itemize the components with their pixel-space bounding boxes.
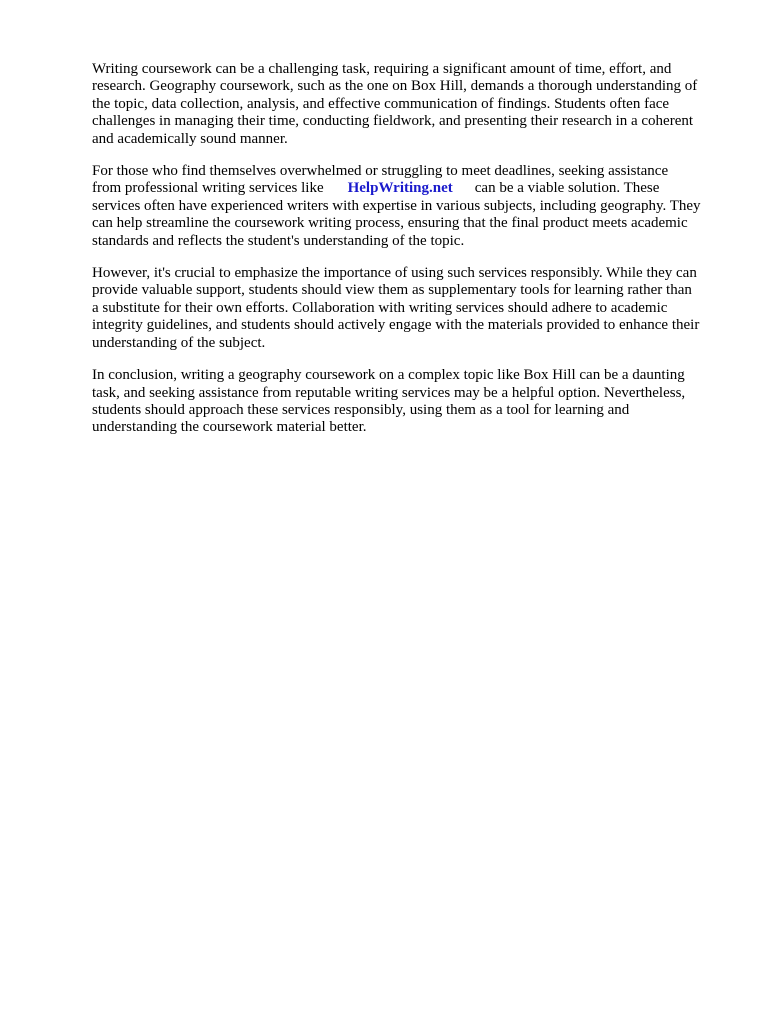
text-line: understanding the coursework material better. [92, 419, 367, 436]
document-body [92, 61, 724, 452]
text-line: task, and seeking assistance from reputable writing services may be a helpful option. Nevertheless, [92, 384, 686, 401]
text-line: For those who find themselves overwhelmed or struggling to meet deadlines, seeking assistance [92, 163, 669, 180]
text-line: students should approach these services responsibly, using them as a tool for learning and [92, 401, 630, 418]
helpwriting-link[interactable]: HelpWriting.net [347, 180, 453, 197]
text-line: can help streamline the coursework writing process, ensuring that the final product meets academic [92, 215, 688, 232]
text-line: challenges in managing their time, conducting fieldwork, and presenting their research in a coherent [92, 113, 694, 130]
text-line-with-link [92, 180, 724, 197]
text-after-link: can be a viable solution. These [474, 180, 660, 197]
text-line: standards and reflects the student's understanding of the topic. [92, 232, 465, 249]
text-line: However, it's crucial to emphasize the importance of using such services responsibly. While they can [92, 265, 697, 282]
text-line: Writing coursework can be a challenging task, requiring a significant amount of time, effort, and [92, 61, 672, 77]
text-line: and academically sound manner. [92, 130, 288, 147]
text-before-link: from professional writing services like [92, 180, 324, 197]
text-line: integrity guidelines, and students should actively engage with the materials provided to enhance their [92, 317, 700, 334]
paragraph-intro [92, 61, 724, 148]
text-line: services often have experienced writers with expertise in various subjects, including geography. They [92, 197, 701, 214]
paragraph-conclusion [92, 367, 724, 437]
text-line: provide valuable support, students should view them as supplementary tools for learning rather than [92, 282, 692, 299]
paragraph-services [92, 163, 724, 250]
text-line: research. Geography coursework, such as the one on Box Hill, demands a thorough understanding of [92, 78, 698, 95]
text-line: understanding of the subject. [92, 334, 266, 351]
text-line: In conclusion, writing a geography coursework on a complex topic like Box Hill can be a daunting [92, 367, 685, 384]
paragraph-responsibility [92, 265, 724, 352]
text-line: the topic, data collection, analysis, and effective communication of findings. Students often face [92, 95, 670, 112]
text-line: a substitute for their own efforts. Collaboration with writing services should adhere to academic [92, 299, 668, 316]
